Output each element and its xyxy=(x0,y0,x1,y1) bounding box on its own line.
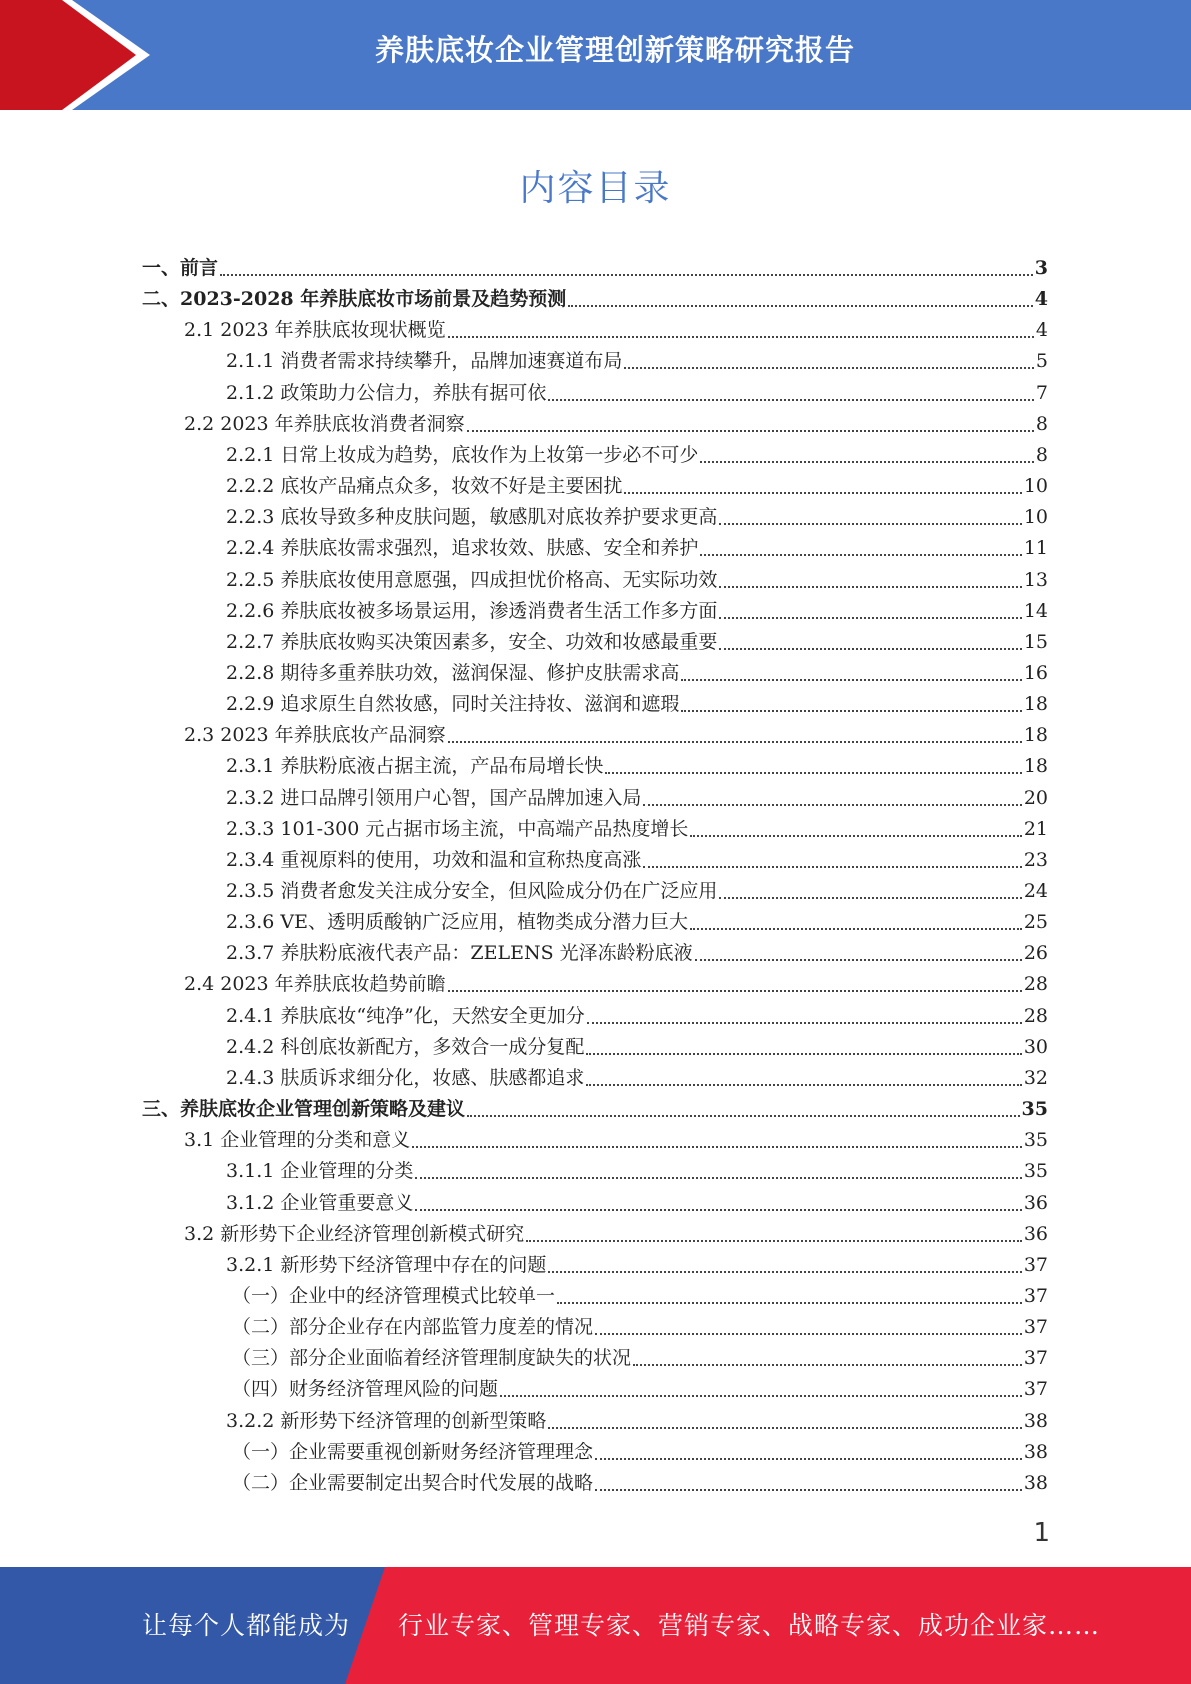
toc-entry[interactable] xyxy=(184,1125,1048,1156)
toc-entry-label: 2.4.2 科创底妆新配方，多效合一成分复配 xyxy=(226,1036,585,1058)
toc-entry-page: 37 xyxy=(1023,1254,1048,1276)
toc-entry[interactable] xyxy=(142,1094,1048,1125)
toc-dot-leader xyxy=(448,989,1022,992)
toc-entry-label: （二）部分企业存在内部监管力度差的情况 xyxy=(232,1316,594,1338)
toc-entry-page: 36 xyxy=(1023,1192,1048,1214)
toc-dot-leader xyxy=(690,927,1022,930)
toc-dot-leader xyxy=(643,803,1021,806)
toc-dot-leader xyxy=(587,1021,1022,1024)
toc-entry-label: 3.1 企业管理的分类和意义 xyxy=(184,1129,411,1151)
toc-entry[interactable] xyxy=(226,658,1048,689)
toc-entry[interactable] xyxy=(226,627,1048,658)
toc-entry-page: 23 xyxy=(1023,849,1048,871)
toc-entry-page: 11 xyxy=(1023,537,1048,559)
toc-entry-label: 2.2.8 期待多重养肤功效，滋润保湿、修护皮肤需求高 xyxy=(226,662,680,684)
toc-entry-label: 2.2.2 底妆产品痛点众多，妆效不好是主要困扰 xyxy=(226,475,623,497)
header-bar xyxy=(0,0,1191,110)
toc-entry[interactable] xyxy=(226,1406,1048,1437)
toc-entry-label: （一）企业中的经济管理模式比较单一 xyxy=(232,1285,556,1307)
report-title: 养肤底妆企业管理创新策略研究报告 xyxy=(374,33,855,67)
toc-entry-label: 二、2023-2028 年养肤底妆市场前景及趋势预测 xyxy=(142,288,567,310)
toc-entry[interactable] xyxy=(226,938,1048,969)
toc-dot-leader xyxy=(568,304,1033,307)
toc-entry-label: 2.3.2 进口品牌引领用户心智，国产品牌加速入局 xyxy=(226,787,642,809)
toc-entry-label: 2.3.3 101-300 元占据市场主流，中高端产品热度增长 xyxy=(226,818,689,840)
toc-entry-page: 8 xyxy=(1035,413,1048,435)
toc-dot-leader xyxy=(548,1426,1021,1429)
toc-dot-leader xyxy=(448,335,1034,338)
toc-entry[interactable] xyxy=(232,1281,1048,1312)
footer-slogan-left: 让每个人都能成为 xyxy=(142,1611,351,1640)
toc-entry[interactable] xyxy=(226,1250,1048,1281)
toc-entry[interactable] xyxy=(226,1156,1048,1187)
footer-banner xyxy=(0,1567,1191,1684)
toc-entry[interactable] xyxy=(226,1063,1048,1094)
toc-entry-page: 5 xyxy=(1035,350,1048,372)
toc-dot-leader xyxy=(719,522,1021,525)
toc-entry[interactable] xyxy=(226,876,1048,907)
toc-entry-label: 2.3.7 养肤粉底液代表产品：ZELENS 光泽冻龄粉底液 xyxy=(226,942,693,964)
toc-entry-page: 4 xyxy=(1034,288,1048,310)
toc-entry-label: 2.2.3 底妆导致多种皮肤问题，敏感肌对底妆养护要求更高 xyxy=(226,506,718,528)
toc-entry-page: 37 xyxy=(1023,1378,1048,1400)
toc-entry-page: 10 xyxy=(1023,506,1048,528)
toc-entry-label: 2.1.2 政策助力公信力，养肤有据可依 xyxy=(226,382,547,404)
toc-dot-leader xyxy=(415,1176,1021,1179)
toc-entry-page: 36 xyxy=(1023,1223,1048,1245)
toc-entry-label: 3.2 新形势下企业经济管理创新模式研究 xyxy=(184,1223,525,1245)
toc-entry-page: 30 xyxy=(1023,1036,1048,1058)
toc-dot-leader xyxy=(624,366,1034,369)
toc-dot-leader xyxy=(526,1239,1022,1242)
toc-entry[interactable] xyxy=(142,253,1048,284)
toc-dot-leader xyxy=(500,1394,1022,1397)
toc-entry[interactable] xyxy=(226,1188,1048,1219)
toc-dot-leader xyxy=(719,585,1021,588)
toc-dot-leader xyxy=(700,460,1034,463)
toc-entry-page: 37 xyxy=(1023,1316,1048,1338)
toc-entry-label: 3.1.1 企业管理的分类 xyxy=(226,1160,414,1182)
toc-entry[interactable] xyxy=(226,378,1048,409)
toc-dot-leader xyxy=(586,1083,1021,1086)
toc-dot-leader xyxy=(700,553,1021,556)
toc-entry-page: 28 xyxy=(1023,1005,1048,1027)
toc-entry-page: 3 xyxy=(1034,257,1048,279)
toc-entry[interactable] xyxy=(232,1437,1048,1468)
toc-entry-label: 2.3.1 养肤粉底液占据主流，产品布局增长快 xyxy=(226,755,604,777)
toc-entry[interactable] xyxy=(184,720,1048,751)
toc-entry-label: 2.2.1 日常上妆成为趋势，底妆作为上妆第一步必不可少 xyxy=(226,444,699,466)
toc-entry-page: 38 xyxy=(1023,1472,1048,1494)
toc-dot-leader xyxy=(681,709,1021,712)
toc-entry[interactable] xyxy=(226,502,1048,533)
toc-dot-leader xyxy=(412,1145,1022,1148)
toc-dot-leader xyxy=(467,429,1034,432)
toc-entry-page: 18 xyxy=(1023,755,1048,777)
toc-dot-leader xyxy=(719,896,1021,899)
toc-entry-label: （二）企业需要制定出契合时代发展的战略 xyxy=(232,1472,594,1494)
toc-entry-page: 18 xyxy=(1023,693,1048,715)
toc-entry-page: 37 xyxy=(1023,1285,1048,1307)
toc-entry-label: （一）企业需要重视创新财务经济管理理念 xyxy=(232,1441,594,1463)
toc-entry[interactable] xyxy=(226,814,1048,845)
toc-entry-label: 3.1.2 企业管重要意义 xyxy=(226,1192,414,1214)
toc-entry[interactable] xyxy=(232,1468,1048,1499)
toc-dot-leader xyxy=(548,398,1034,401)
header-arrow-icon xyxy=(0,0,160,110)
toc-entry-page: 26 xyxy=(1023,942,1048,964)
toc-dot-leader xyxy=(690,834,1021,837)
toc-entry[interactable] xyxy=(226,596,1048,627)
toc-entry-page: 10 xyxy=(1023,475,1048,497)
toc-entry-page: 14 xyxy=(1023,600,1048,622)
toc-dot-leader xyxy=(448,740,1022,743)
toc-dot-leader xyxy=(605,771,1021,774)
toc-entry[interactable] xyxy=(226,346,1048,377)
toc-entry-label: 2.1.1 消费者需求持续攀升，品牌加速赛道布局 xyxy=(226,350,623,372)
page-number: 1 xyxy=(1033,1518,1050,1548)
toc-entry[interactable] xyxy=(226,440,1048,471)
toc-entry-label: 2.1 2023 年养肤底妆现状概览 xyxy=(184,319,446,341)
toc-entry-label: （四）财务经济管理风险的问题 xyxy=(232,1378,499,1400)
toc-entry-label: 2.3.5 消费者愈发关注成分安全，但风险成分仍在广泛应用 xyxy=(226,880,718,902)
toc-dot-leader xyxy=(586,1052,1021,1055)
toc-entry[interactable] xyxy=(184,315,1048,346)
toc-entry-page: 35 xyxy=(1021,1098,1048,1120)
toc-entry-page: 24 xyxy=(1023,880,1048,902)
toc-entry[interactable] xyxy=(226,907,1048,938)
toc-entry[interactable] xyxy=(226,751,1048,782)
toc-entry-page: 16 xyxy=(1023,662,1048,684)
toc-entry-label: 2.3 2023 年养肤底妆产品洞察 xyxy=(184,724,446,746)
toc-entry-label: 三、养肤底妆企业管理创新策略及建议 xyxy=(142,1098,466,1120)
toc-entry-label: 3.2.1 新形势下经济管理中存在的问题 xyxy=(226,1254,547,1276)
toc-entry-page: 37 xyxy=(1023,1347,1048,1369)
toc-entry-label: 3.2.2 新形势下经济管理的创新型策略 xyxy=(226,1410,547,1432)
toc-entry-label: 一、前言 xyxy=(142,257,219,279)
toc-entry[interactable] xyxy=(226,689,1048,720)
toc-entry-page: 35 xyxy=(1023,1160,1048,1182)
toc-entry[interactable] xyxy=(184,409,1048,440)
toc-dot-leader xyxy=(633,1363,1022,1366)
toc-entry-label: 2.4.1 养肤底妆“纯净”化，天然安全更加分 xyxy=(226,1005,585,1027)
toc-dot-leader xyxy=(595,1457,1022,1460)
toc-entry-page: 25 xyxy=(1023,911,1048,933)
toc-entry-page: 21 xyxy=(1023,818,1048,840)
toc-entry[interactable] xyxy=(226,565,1048,596)
toc-entry-label: 2.2 2023 年养肤底妆消费者洞察 xyxy=(184,413,465,435)
toc-entry-label: 2.4 2023 年养肤底妆趋势前瞻 xyxy=(184,973,446,995)
toc-dot-leader xyxy=(595,1332,1022,1335)
toc-entry-label: （三）部分企业面临着经济管理制度缺失的状况 xyxy=(232,1347,632,1369)
toc-entry-page: 35 xyxy=(1023,1129,1048,1151)
toc-dot-leader xyxy=(681,678,1021,681)
toc-entry[interactable] xyxy=(142,284,1048,315)
toc-dot-leader xyxy=(719,647,1021,650)
toc-dot-leader xyxy=(695,958,1022,961)
toc-entry[interactable] xyxy=(226,845,1048,876)
toc-entry[interactable] xyxy=(226,471,1048,502)
toc-entry-page: 7 xyxy=(1035,382,1048,404)
toc-entry[interactable] xyxy=(226,783,1048,814)
toc-entry-page: 38 xyxy=(1023,1410,1048,1432)
toc-entry[interactable] xyxy=(232,1343,1048,1374)
toc-entry-page: 18 xyxy=(1023,724,1048,746)
toc-entry-label: 2.2.5 养肤底妆使用意愿强，四成担忧价格高、无实际功效 xyxy=(226,569,718,591)
toc-entry-page: 20 xyxy=(1023,787,1048,809)
toc-entry[interactable] xyxy=(226,1032,1048,1063)
toc-entry[interactable] xyxy=(226,1001,1048,1032)
toc-entry[interactable] xyxy=(184,969,1048,1000)
toc-entry[interactable] xyxy=(184,1219,1048,1250)
toc-entry-label: 2.2.7 养肤底妆购买决策因素多，安全、功效和妆感最重要 xyxy=(226,631,718,653)
toc-entry-page: 8 xyxy=(1035,444,1048,466)
toc-entry-page: 15 xyxy=(1023,631,1048,653)
toc-entry-page: 13 xyxy=(1023,569,1048,591)
toc-entry-label: 2.2.4 养肤底妆需求强烈，追求妆效、肤感、安全和养护 xyxy=(226,537,699,559)
toc-entry-page: 32 xyxy=(1023,1067,1048,1089)
toc-entry-page: 38 xyxy=(1023,1441,1048,1463)
toc-dot-leader xyxy=(220,273,1033,276)
toc-entry[interactable] xyxy=(232,1312,1048,1343)
footer-slogan-right: 行业专家、管理专家、营销专家、战略专家、成功企业家…… xyxy=(398,1611,1101,1640)
toc-entry-page: 4 xyxy=(1035,319,1048,341)
toc-entry[interactable] xyxy=(232,1374,1048,1405)
toc-entry-label: 2.3.6 VE、透明质酸钠广泛应用，植物类成分潜力巨大 xyxy=(226,911,688,933)
toc-dot-leader xyxy=(624,491,1021,494)
toc-entry-label: 2.3.4 重视原料的使用，功效和温和宣称热度高涨 xyxy=(226,849,642,871)
toc-dot-leader xyxy=(415,1208,1021,1211)
toc-dot-leader xyxy=(467,1114,1020,1117)
toc-entry-label: 2.2.9 追求原生自然妆感，同时关注持妆、滋润和遮瑕 xyxy=(226,693,680,715)
toc-dot-leader xyxy=(557,1301,1022,1304)
toc-dot-leader xyxy=(595,1488,1022,1491)
toc-dot-leader xyxy=(643,865,1021,868)
toc-dot-leader xyxy=(719,616,1021,619)
toc-entry[interactable] xyxy=(226,533,1048,564)
toc-entry-label: 2.2.6 养肤底妆被多场景运用，渗透消费者生活工作多方面 xyxy=(226,600,718,622)
toc-entry-label: 2.4.3 肤质诉求细分化，妆感、肤感都追求 xyxy=(226,1067,585,1089)
toc-dot-leader xyxy=(548,1270,1021,1273)
toc-entry-page: 28 xyxy=(1023,973,1048,995)
toc-title: 内容目录 xyxy=(519,168,672,209)
